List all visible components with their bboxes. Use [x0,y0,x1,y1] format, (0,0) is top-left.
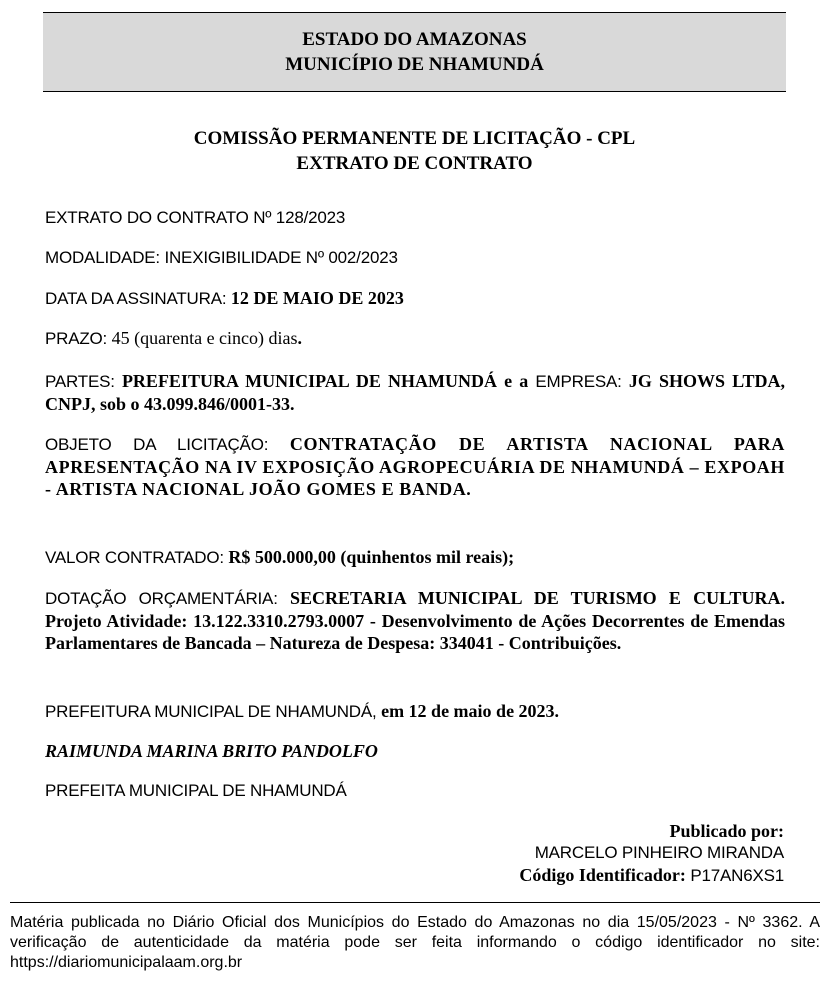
extract-title: EXTRATO DE CONTRATO [296,153,533,174]
signer-name: RAIMUNDA MARINA BRITO PANDOLFO [45,741,378,761]
contract-number: EXTRATO DO CONTRATO Nº 128/2023 [45,208,346,227]
term-label: PRAZO: [45,329,112,348]
object-value: CONTRATAÇÃO DE ARTISTA NACIONAL PARA APRESENTAÇÃO NA IV EXPOSIÇÃO AGROPECUÁRIA DE NHAMUNDÁ – EXPOAH - ARTISTA NACIONAL JOÃO GOMES E BANDA. [45,434,785,499]
parties-contracting: PREFEITURA MUNICIPAL DE NHAMUNDÁ e a [121,371,536,391]
place-date [45,700,785,723]
identifier-code [519,864,784,887]
parties [45,370,785,415]
contract-value-amount: R$ 500.000,00 (quinhentos mil reais); [228,547,515,567]
date: em 12 de maio de 2023. [381,701,560,721]
budget-allocation [45,587,785,654]
parties-company: JG SHOWS LTDA, CNPJ, sob o 43.099.846/0001-33. [45,371,785,414]
object [45,433,785,500]
document-header [43,12,786,92]
term [45,327,785,350]
signature-date [45,287,785,310]
parties-company-label: EMPRESA: [535,372,629,391]
signature-date-label: DATA DA ASSINATURA: [45,289,231,308]
budget-label: DOTAÇÃO ORÇAMENTÁRIA: [45,589,290,608]
place: PREFEITURA MUNICIPAL DE NHAMUNDÁ, [45,702,382,721]
contract-value [45,546,785,569]
published-by-label: Publicado por: [669,821,784,841]
contract-value-label: VALOR CONTRATADO: [45,548,229,567]
publication-info [519,820,784,887]
signature-date-value: 12 DE MAIO DE 2023 [230,288,404,308]
identifier-value: P17AN6XS1 [690,866,784,885]
budget-value: SECRETARIA MUNICIPAL DE TURISMO E CULTURA. Projeto Atividade: 13.122.3310.2793.0007 - Desenvolvimento de Ações Decorrentes de Emendas Parlamentares de Bancada – Natureza de Despesa: 334041 - Contribuições. [45,588,785,653]
municipality-name: MUNICÍPIO DE NHAMUNDÁ [285,54,544,75]
modality: MODALIDADE: INEXIGIBILIDADE Nº 002/2023 [45,248,398,267]
section-title [43,126,786,176]
state-name: ESTADO DO AMAZONAS [302,29,527,50]
term-end: . [297,328,303,348]
commission-title: COMISSÃO PERMANENTE DE LICITAÇÃO - CPL [193,128,636,149]
footer-notice: Matéria publicada no Diário Oficial dos Municípios do Estado do Amazonas no dia 15/05/2023 - Nº 3362. A verificação de autenticidade da matéria pode ser feita informando o código identificador no site: https://diariomunicipalaam.org.br [10,914,820,971]
identifier-label: Código Identificador: [519,865,691,885]
publisher-name: MARCELO PINHEIRO MIRANDA [534,843,784,862]
parties-label: PARTES: [45,372,122,391]
term-value: 45 (quarenta e cinco) dias [111,328,298,348]
footer-divider [10,902,820,903]
object-label: OBJETO DA LICITAÇÃO: [45,435,290,454]
signer-role: PREFEITA MUNICIPAL DE NHAMUNDÁ [45,781,347,800]
